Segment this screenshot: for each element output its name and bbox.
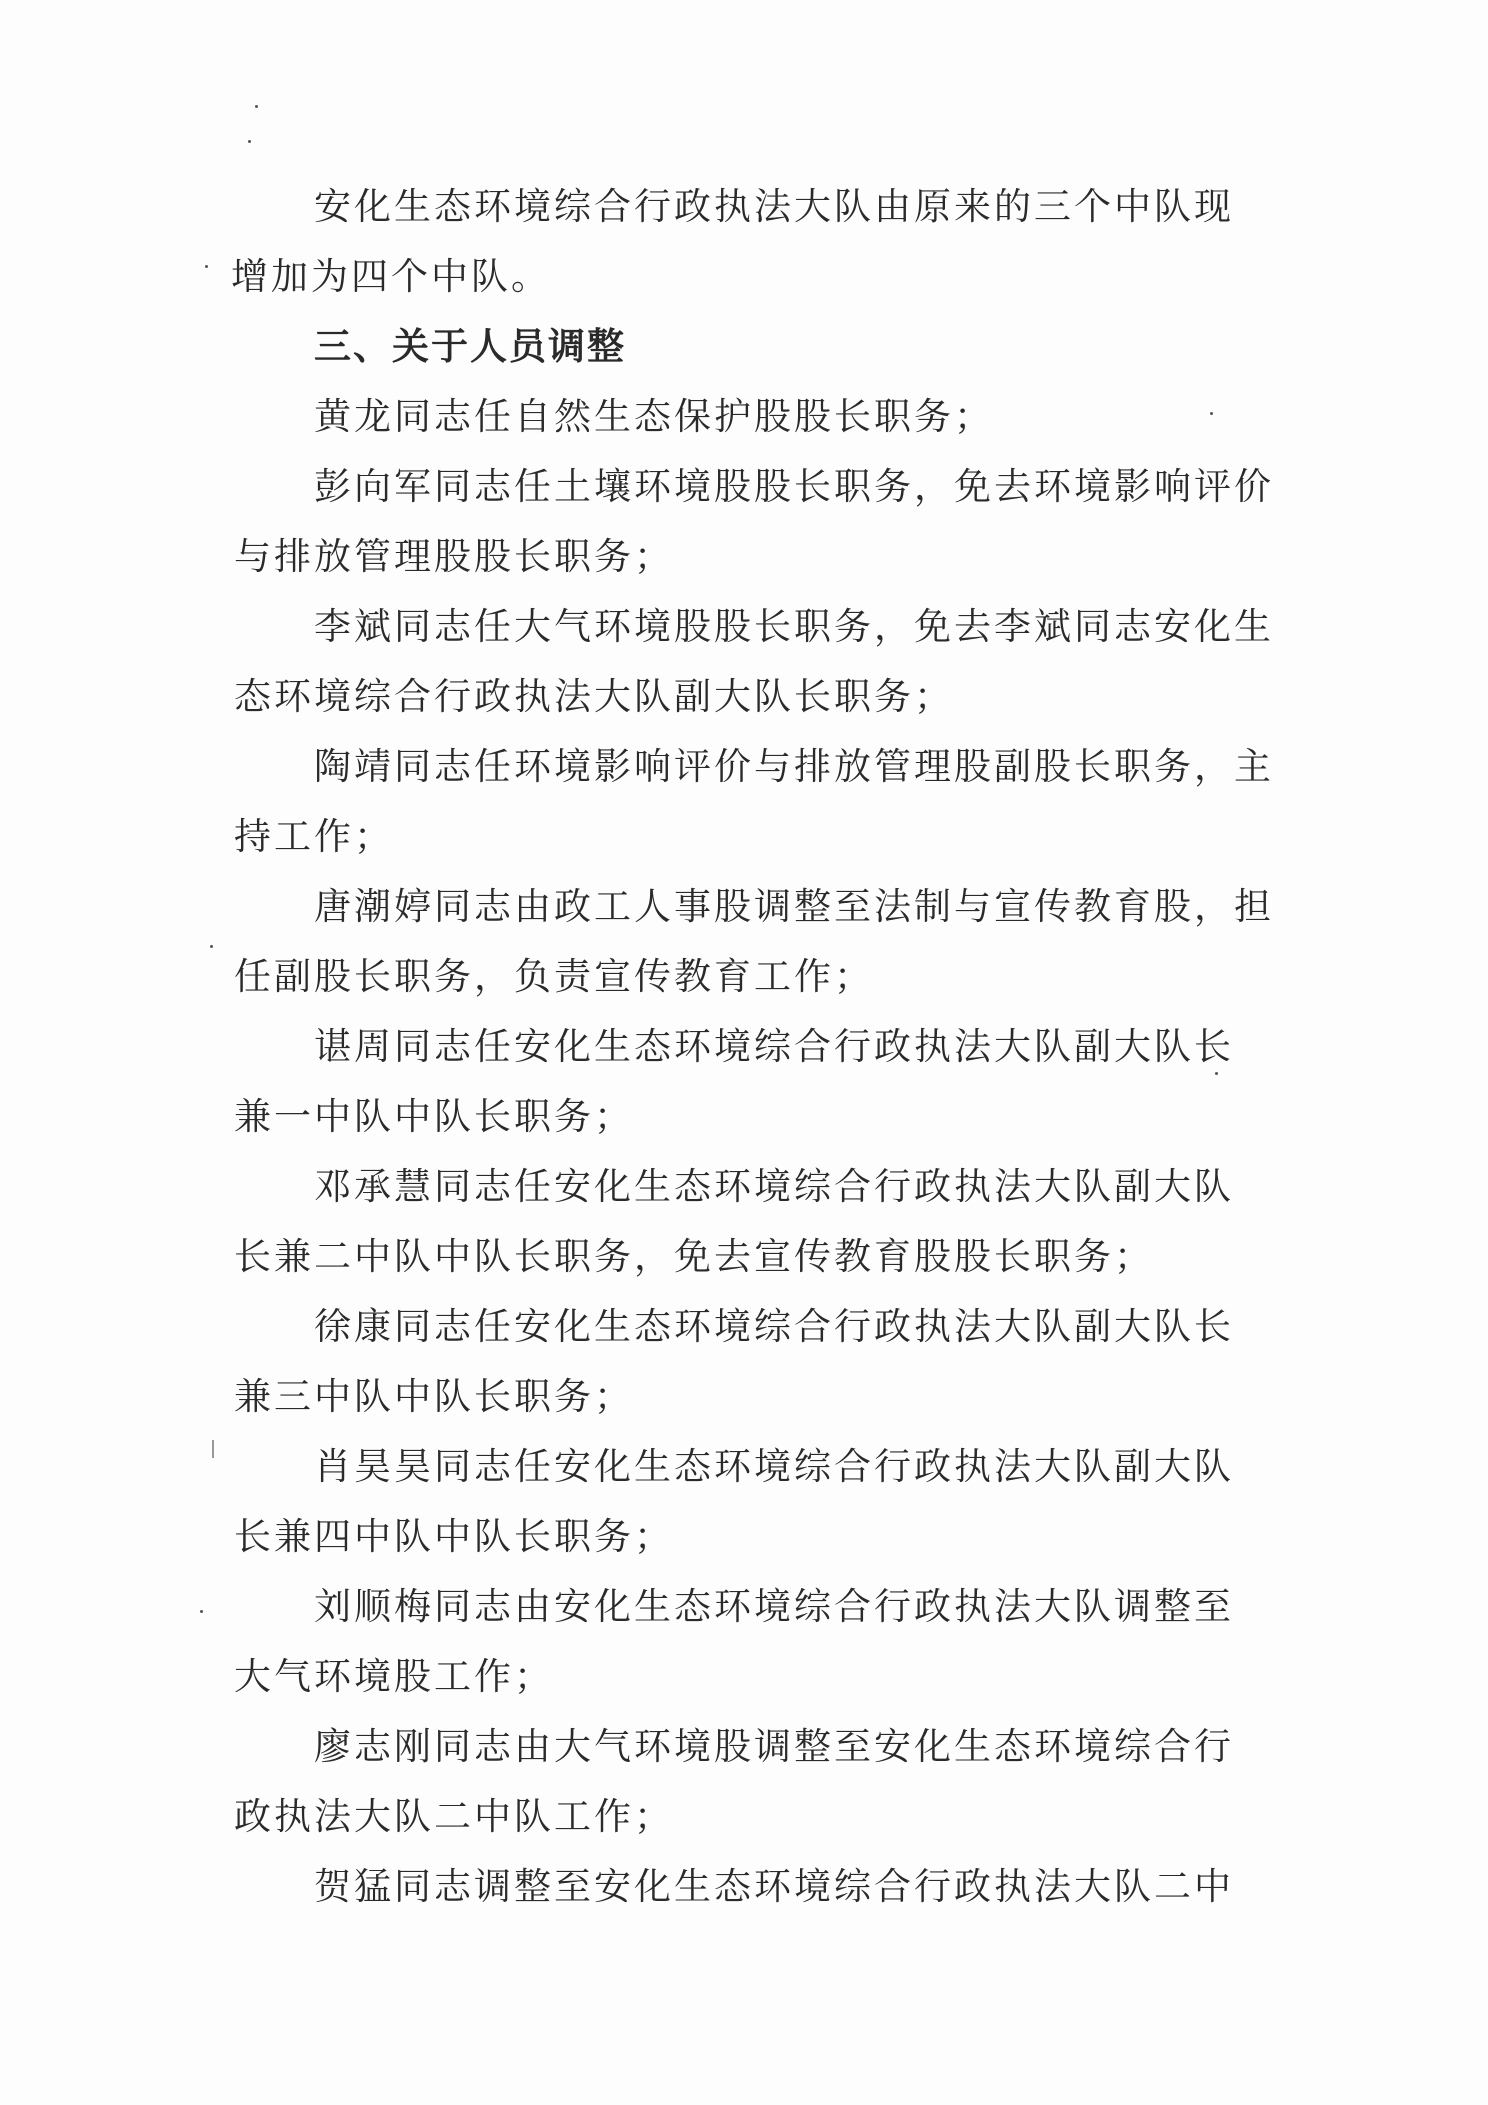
text-line: 持工作；: [234, 815, 394, 858]
text-line: 李斌同志任大气环境股股长职务，免去李斌同志安化生: [314, 605, 1274, 648]
text-line: 长兼二中队中队长职务，免去宣传教育股股长职务；: [234, 1235, 1154, 1278]
text-line: 廖志刚同志由大气环境股调整至安化生态环境综合行: [314, 1725, 1234, 1768]
text-line: 彭向军同志任土壤环境股股长职务，免去环境影响评价: [314, 465, 1274, 508]
text-line: 与排放管理股股长职务；: [234, 535, 674, 578]
text-line: 增加为四个中队。: [231, 255, 551, 298]
text-line: 黄龙同志任自然生态保护股股长职务；: [314, 395, 994, 438]
text-line: 贺猛同志调整至安化生态环境综合行政执法大队二中: [314, 1865, 1234, 1908]
text-line: 安化生态环境综合行政执法大队由原来的三个中队现: [314, 185, 1234, 228]
text-line: 政执法大队二中队工作；: [234, 1795, 674, 1838]
scan-speck: [210, 945, 213, 948]
text-line: 刘顺梅同志由安化生态环境综合行政执法大队调整至: [314, 1585, 1234, 1628]
scan-edge-mark: [212, 1440, 214, 1458]
text-line: 陶靖同志任环境影响评价与排放管理股副股长职务，主: [314, 745, 1274, 788]
text-line: 态环境综合行政执法大队副大队长职务；: [234, 675, 954, 718]
scan-speck: [255, 105, 258, 108]
text-line: 大气环境股工作；: [234, 1655, 554, 1698]
text-line: 肖昊昊同志任安化生态环境综合行政执法大队副大队: [314, 1445, 1234, 1488]
section-heading: 三、关于人员调整: [314, 325, 626, 368]
text-line: 唐潮婷同志由政工人事股调整至法制与宣传教育股，担: [314, 885, 1274, 928]
document-body: [231, 172, 1274, 1922]
text-line: 邓承慧同志任安化生态环境综合行政执法大队副大队: [314, 1165, 1234, 1208]
text-line: 兼一中队中队长职务；: [234, 1095, 634, 1138]
scan-speck: [205, 265, 208, 268]
text-line: 谌周同志任安化生态环境综合行政执法大队副大队长: [314, 1025, 1234, 1068]
scan-speck: [248, 140, 251, 143]
scan-speck: [200, 1610, 203, 1613]
text-line: 长兼四中队中队长职务；: [234, 1515, 674, 1558]
text-line: 徐康同志任安化生态环境综合行政执法大队副大队长: [314, 1305, 1234, 1348]
text-line: 任副股长职务，负责宣传教育工作；: [234, 955, 874, 998]
text-line: 兼三中队中队长职务；: [234, 1375, 634, 1418]
